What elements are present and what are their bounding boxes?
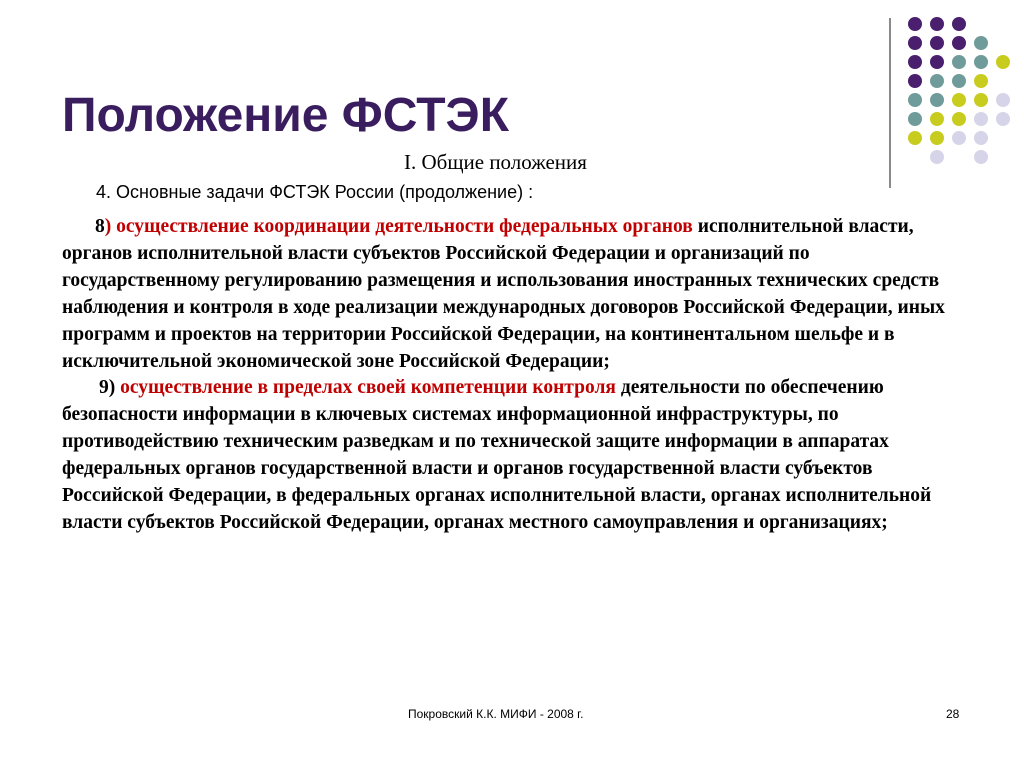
item-8-paren: ) [104, 216, 112, 237]
item-9-paren: ) [108, 377, 116, 399]
decoration-dot [974, 36, 988, 50]
decoration-dot [974, 55, 988, 69]
decoration-dot [974, 131, 988, 145]
decoration-dot [952, 74, 966, 88]
subheading: 4. Основные задачи ФСТЭК России (продолжение) : [96, 182, 534, 202]
decoration-dot [930, 17, 944, 31]
decoration-dot [974, 74, 988, 88]
decoration-dot [908, 74, 922, 88]
decoration-dot [952, 36, 966, 50]
item-9 [62, 375, 962, 536]
decoration-dot [974, 93, 988, 107]
decoration-dot [996, 112, 1010, 126]
decoration-dot [952, 93, 966, 107]
item-8-number: 8 [95, 216, 105, 237]
decoration-dot [952, 17, 966, 31]
decoration-dot [952, 131, 966, 145]
decoration-dot [930, 55, 944, 69]
decoration-dot [908, 112, 922, 126]
decoration-dot [930, 36, 944, 50]
decoration-dot [930, 93, 944, 107]
body-text [62, 214, 962, 537]
item-8-text: исполнительной власти, органов исполнительной власти субъектов Российской Федерации и организаций по государственному регулированию размещения и использования иностранных технических средств наблюдения и контроля в ходе реализации международных договоров Российской Федерации, иных программ и проектов на территории Российской Федерации, на континентальном шельфе и в исключительной экономической зоне Российской Федерации; [62, 216, 945, 372]
item-9-text: деятельности по обеспечению безопасности информации в ключевых системах информационной инфраструктуры, по противодействию техническим разведкам и по технической защите информации в аппаратах федеральных органов государственной власти и органов государственной власти субъектов Российской Федерации, в федеральных органах исполнительной власти, органах исполнительной власти субъектов Российской Федерации, органах местного самоуправления и организациях; [62, 377, 932, 533]
decoration-dot [996, 55, 1010, 69]
page-number: 28 [946, 707, 960, 721]
decoration-dot [996, 93, 1010, 107]
decoration-dot [930, 112, 944, 126]
decoration-dot [974, 150, 988, 164]
decoration-dot [908, 55, 922, 69]
decoration-dot [930, 131, 944, 145]
decoration-dot [908, 93, 922, 107]
decoration-dot [952, 112, 966, 126]
decoration-dot [908, 36, 922, 50]
decoration-dot [908, 17, 922, 31]
footer-author: Покровский К.К. МИФИ - 2008 г. [408, 707, 584, 721]
section-heading: I. Общие положения [404, 150, 587, 174]
decoration-dot [930, 150, 944, 164]
item-8 [62, 214, 962, 375]
item-9-number: 9 [99, 377, 109, 399]
decoration-dot [952, 55, 966, 69]
item-9-highlight: осуществление в пределах своей компетенции контроля [115, 377, 616, 399]
decoration-dot [930, 74, 944, 88]
item-8-highlight: осуществление координации деятельности федеральных органов [111, 216, 693, 237]
slide-title: Положение ФСТЭК [62, 89, 509, 142]
divider-line [889, 18, 891, 188]
decoration-dot [908, 131, 922, 145]
decoration-dot [974, 112, 988, 126]
